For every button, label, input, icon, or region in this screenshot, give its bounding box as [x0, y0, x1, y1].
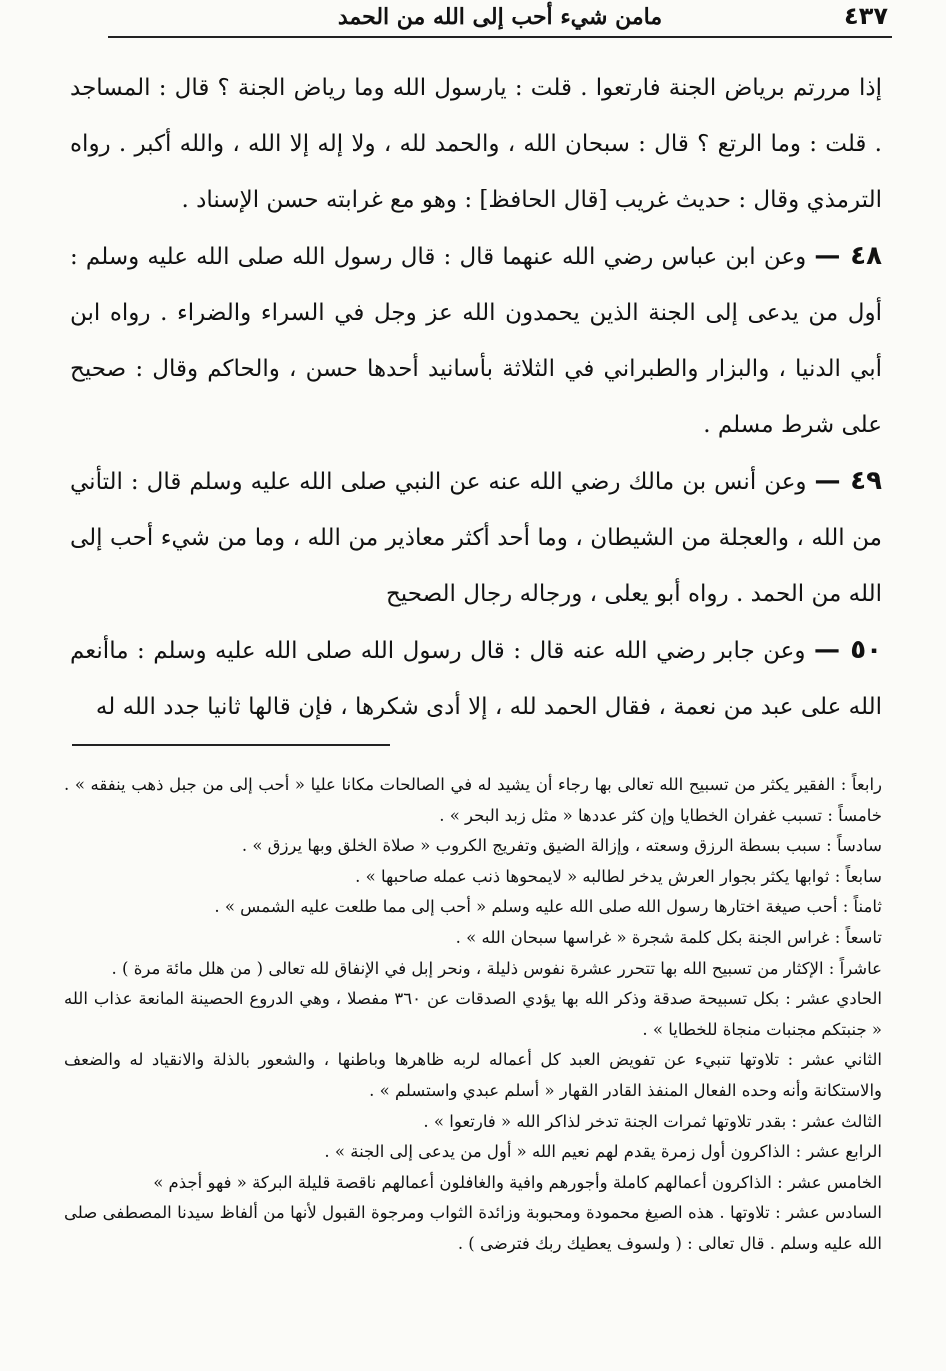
hadith-number: ٥٠ —	[814, 635, 882, 665]
hadith-50	[70, 622, 882, 735]
footnote-item: سادساً : سبب بسطة الرزق وسعته ، وإزالة الضيق وتفريج الكروب « صلاة الخلق وبها يرزق » .	[241, 836, 882, 856]
hadith-number: ٤٨ —	[814, 241, 882, 271]
hadith-47-continuation: إذا مررتم برياض الجنة فارتعوا . قلت : يارسول الله وما رياض الجنة ؟ قال : المساجد . قلت : وما الرتع ؟ قال : سبحان الله ، والحمد لله ، ولا إله إلا الله ، والله أكبر . رواه الترمذي وقال : حديث غريب [قال الحافظ] : وهو مع غرابته حسن الإسناد .	[70, 75, 882, 213]
hadith-number: ٤٩ —	[814, 466, 882, 496]
footnote-item: الرابع عشر : الذاكرون أول زمرة يقدم لهم نعيم الله « أول من يدعى إلى الجنة » .	[324, 1142, 882, 1162]
footnote-item: سابعاً : ثوابها يكثر بجوار العرش يدخر لطالبه « لايمحوها ذنب عمله صاحبها » .	[355, 866, 882, 886]
footnotes	[64, 770, 882, 1260]
hadith-text: وعن جابر رضي الله عنه قال : قال رسول الله صلى الله عليه وسلم : ماأنعم الله على عبد من نعمة ، فقال الحمد لله ، إلا أدى شكرها ، فإن قالها ثانيا جدد الله له	[70, 638, 882, 720]
footnote-item: رابعاً : الفقير يكثر من تسبيح الله تعالى بها رجاء أن يشيد له في الصالحات مكانا عليا « أحب إلى من جبل ذهب ينفقه » . خامساً : تسبب غفران الخطايا وإن كثر عددها « مثل زبد البحر » .	[64, 775, 882, 825]
footnote-item: تاسعاً : غراس الجنة بكل كلمة شجرة « غراسها سبحان الله » .	[455, 927, 882, 947]
footnote-item: الخامس عشر : الذاكرون أعمالهم كاملة وأجورهم وافية والغافلون أعمالهم ناقصة قليلة البركة « فهو أجذم »	[153, 1172, 882, 1192]
footnote-item: السادس عشر : تلاوتها . هذه الصيغ محمودة ومحبوبة وزائدة الثواب ومرجوة القبول لأنها من ألفاظ سيدنا المصطفى صلى الله عليه وسلم . قال تعالى : ( ولسوف يعطيك ربك فترضى ) .	[64, 1203, 882, 1253]
footnote-item: الحادي عشر : بكل تسبيحة صدقة وذكر الله بها يؤدي الصدقات عن ٣٦٠ مفصلا ، وهي الدروع الحصينة المانعة عذاب الله « جنبتكم مجنبات منجاة للخطايا » .	[64, 989, 882, 1039]
hadith-48	[70, 228, 882, 453]
footnote-divider	[72, 744, 390, 746]
main-text	[70, 60, 882, 735]
running-title: مامن شيء أحب إلى الله من الحمد	[337, 4, 663, 30]
page-header	[108, 0, 892, 38]
page-number: ٤٣٧	[844, 2, 888, 30]
footnote-item: الثاني عشر : تلاوتها تنبيء عن تفويض العبد كل أعماله لربه ظاهرها وباطنها ، والشعور بالذلة والانقياد له والضعف والاستكانة وأنه وحده الفعال المنفذ القادر القهار « أسلم عبدي واستسلم » .	[64, 1050, 882, 1100]
hadith-text: وعن أنس بن مالك رضي الله عنه عن النبي صلى الله عليه وسلم قال : التأني من الله ، والعجلة من الشيطان ، وما أحد أكثر معاذير من الله ، وما من شيء أحب إلى الله من الحمد . رواه أبو يعلى ، ورجاله رجال الصحيح	[70, 469, 882, 607]
footnote-item: عاشراً : الإكثار من تسبيح الله بها تتحرر عشرة نفوس ذليلة ، ونحر إبل في الإنفاق لله تعالى ( من هلل مائة مرة ) .	[111, 958, 882, 978]
footnote-item: الثالث عشر : بقدر تلاوتها ثمرات الجنة تدخر لذاكر الله « فارتعوا » .	[423, 1111, 882, 1131]
hadith-text: وعن ابن عباس رضي الله عنهما قال : قال رسول الله صلى الله عليه وسلم : أول من يدعى إلى الجنة الذين يحمدون الله عز وجل في السراء والضراء . رواه ابن أبي الدنيا ، والبزار والطبراني في الثلاثة بأسانيد أحدها حسن ، والحاكم وقال : صحيح على شرط مسلم .	[70, 244, 882, 438]
footnote-item: ثامناً : أحب صيغة اختارها رسول الله صلى الله عليه وسلم « أحب إلى مما طلعت عليه الشمس » .	[214, 897, 882, 917]
hadith-49	[70, 453, 882, 622]
